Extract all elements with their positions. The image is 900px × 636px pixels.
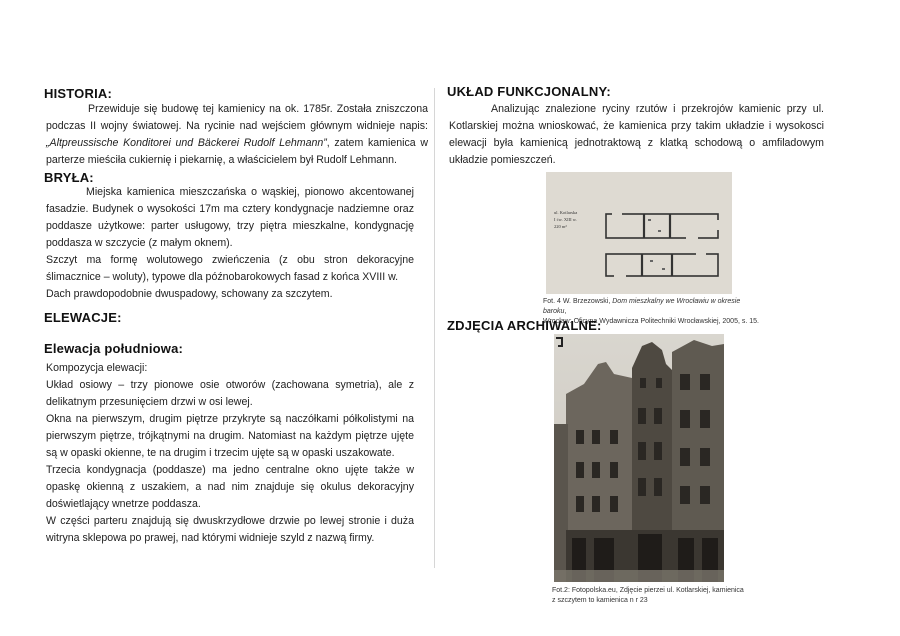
elewacje-heading: ELEWACJE: xyxy=(44,310,122,325)
floor-plan-caption-author: Fot. 4 W. Brzezowski, xyxy=(543,298,613,305)
floor-plan-caption-comma: , xyxy=(564,308,567,315)
plan-label-date: I ćw. XIII w. xyxy=(554,217,577,222)
elewacje-text xyxy=(46,360,414,547)
floor-plan-caption-title: Dom mieszkalny we Wrocławiu w okresie baroku xyxy=(543,298,741,315)
historia-text xyxy=(46,101,428,169)
plan-label-street: ul. Kotlarska xyxy=(554,210,578,215)
zdjecia-heading: ZDJĘCIA ARCHIWALNE: xyxy=(447,318,602,333)
plan-label-area: 220 m² xyxy=(554,224,567,229)
elewacje-paragraph-5: W części parteru znajdują się dwuskrzydłowe drzwie po lewej stronie i duża witryna sklepowa po prawej, nad którymi widnieje szyld z nazwą firmy. xyxy=(46,515,414,544)
historia-text-part2: , zatem kamienica w parterze mieściła cukiernię i piekarnię, a właścicielem był Rudolf Lehmann. xyxy=(46,137,428,166)
elewacje-paragraph-1: Kompozycja elewacji: xyxy=(46,362,148,374)
archive-photo-caption xyxy=(552,586,752,606)
archive-photo-image xyxy=(554,334,724,582)
elewacje-paragraph-4: Trzecia kondygnacja (poddasze) ma jedno centralne okno ujęte także w opaskę okienną z uszakiem, a nad nim znajduje się okulus dekoracyjny doświetlający wnetrze poddasza. xyxy=(46,464,414,510)
floor-plan-drawing xyxy=(546,172,732,294)
archive-photo-caption-line-2: z szczytem to kamienica n r 23 xyxy=(552,597,648,604)
floor-plan-figure xyxy=(546,172,732,294)
elewacja-poludniowa-subheading: Elewacja południowa: xyxy=(44,341,184,356)
elewacje-paragraph-2: Układ osiowy – trzy pionowe osie otworów (zachowana symetria), ale z delikatnym przesunięciem drzwi w osi lewej. xyxy=(46,379,414,408)
historia-inscription: „Altpreussische Konditorei und Bäckerei Rudolf Lehmann” xyxy=(46,137,327,149)
historia-text-part1: Przewiduje się budowę tej kamienicy na ok. 1785r. Została zniszczona podczas II wojny światowej. Na rycinie nad wejściem głównym widnieje napis: xyxy=(46,103,428,132)
bryla-heading: BRYŁA: xyxy=(44,170,94,185)
bryla-paragraph-2: Szczyt ma formę wolutowego zwieńczenia (z obu stron dekoracyjne ślimacznice – woluty), typowe dla późnobarokowych fasad z końca XVIII w. xyxy=(46,254,414,283)
column-divider xyxy=(434,88,435,568)
elewacje-paragraph-3: Okna na pierwszym, drugim piętrze przykryte są naczółkami półkolistymi na pierwszym piętrze, trójkątnymi na drugim. Natomiast na każdym piętrze ujęte są w opaski okienne, te na drugim i trzecim ujęte są w opaski uszakowate. xyxy=(46,413,414,459)
archive-photo xyxy=(554,334,724,582)
historia-heading: HISTORIA: xyxy=(44,86,113,101)
uklad-text: Analizując znalezione ryciny rzutów i przekrojów kamienic przy ul. Kotlarskiej można wnioskować, że kamienica przy takim układzie i wysokosci elewacji była kamienicą jednotraktową z klatką schodową o amfiladowym układzie pomieszczeń. xyxy=(449,103,824,166)
archive-photo-caption-line-1: Fot.2: Fotopolska.eu, Zdjęcie pierzei ul. Kotlarskiej, kamienica xyxy=(552,587,744,594)
bryla-text xyxy=(46,184,414,303)
uklad-heading: UKŁAD FUNKCJONALNY: xyxy=(447,84,611,99)
bryla-paragraph-1: Miejska kamienica mieszczańska o wąskiej, pionowo akcentowanej fasadzie. Budynek o wysokości 17m ma cztery kondygnacje nadziemne oraz poddasze użytkowe: parter usługowy, trzy piętra mieszkalne, kondygnację poddasza w szczycie (z małym oknem). xyxy=(46,186,414,249)
bryla-paragraph-3: Dach prawdopodobnie dwuspadowy, schowany za szczytem. xyxy=(46,288,333,300)
floor-plan-caption-publisher: Wrocław: Oficyna Wydawnicza Politechniki Wrocławskiej, 2005, s. 15. xyxy=(543,318,759,325)
